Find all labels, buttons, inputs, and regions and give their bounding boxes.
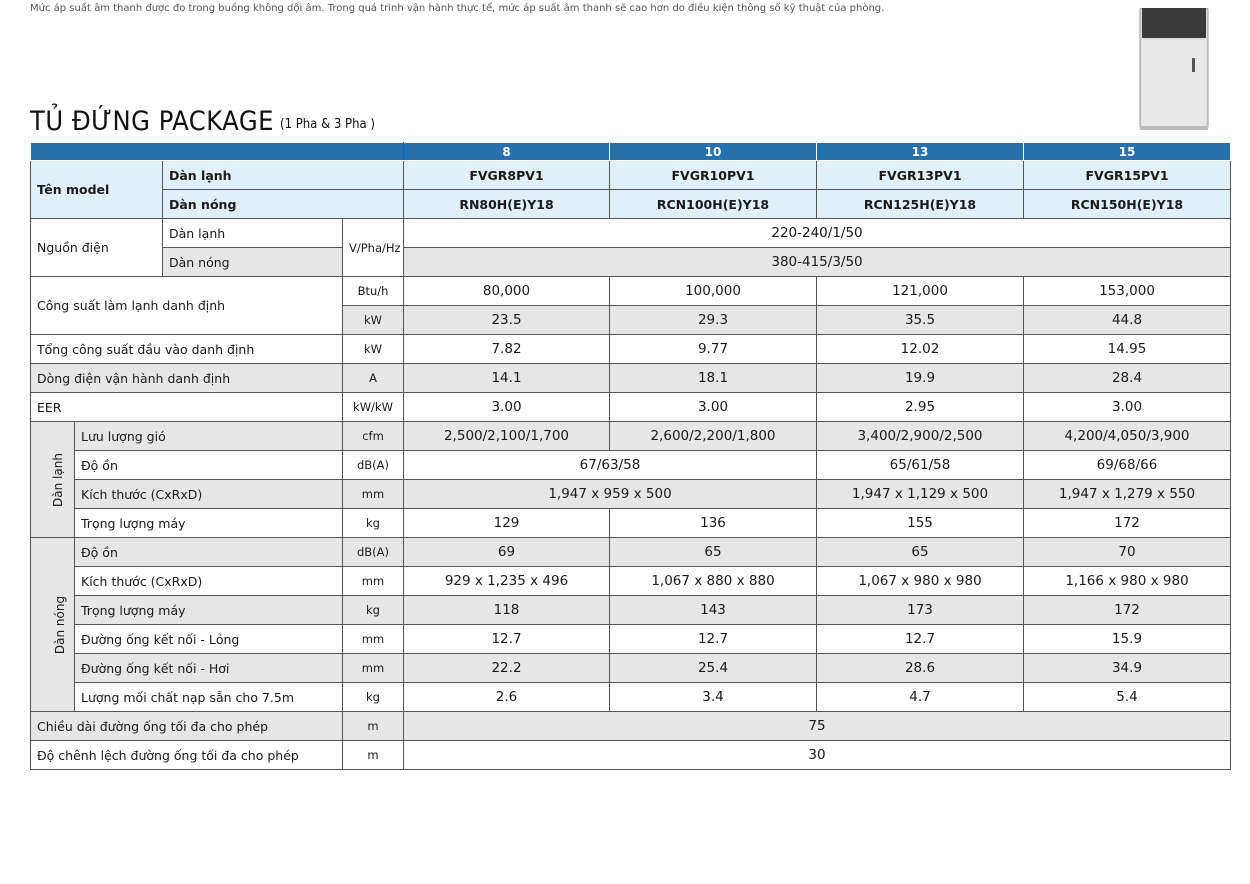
power-outdoor-value: 380-415/3/50 [404,248,1231,277]
eer-label: EER [31,393,343,422]
outdoor-pipe-gas-8: 22.2 [404,654,610,683]
max-height-value: 30 [404,741,1231,770]
outdoor-pipe-liquid-10: 12.7 [610,625,817,654]
indoor-noise-label: Độ ồn [75,451,343,480]
outdoor-pipe-gas-label: Đường ống kết nối - Hơi [75,654,343,683]
outdoor-size-15: 1,166 x 980 x 980 [1024,567,1231,596]
outdoor-pipe-gas-row [31,654,1231,683]
power-indoor-row [31,219,1231,248]
current-unit: A [343,364,404,393]
outdoor-refrigerant-unit: kg [343,683,404,712]
outdoor-pipe-gas-unit: mm [343,654,404,683]
model-outdoor-10: RCN100H(E)Y18 [610,190,817,219]
indoor-noise-unit: dB(A) [343,451,404,480]
outdoor-weight-row [31,596,1231,625]
power-outdoor-row [31,248,1231,277]
indoor-weight-row [31,509,1231,538]
indoor-weight-8: 129 [404,509,610,538]
current-15: 28.4 [1024,364,1231,393]
outdoor-refrigerant-label: Lượng mối chất nạp sẵn cho 7.5m [75,683,343,712]
indoor-noise-row [31,451,1231,480]
power-outdoor-label: Dàn nóng [163,248,343,277]
outdoor-refrigerant-13: 4.7 [817,683,1024,712]
capacity-15: 15 [1024,143,1231,161]
cooling-kw-15: 44.8 [1024,306,1231,335]
model-label: Tên model [31,161,163,219]
model-outdoor-8: RN80H(E)Y18 [404,190,610,219]
max-height-label: Độ chênh lệch đường ống tối đa cho phép [31,741,343,770]
cooling-kw-10: 29.3 [610,306,817,335]
outdoor-noise-8: 69 [404,538,610,567]
cooling-label: Công suất làm lạnh danh định [31,277,343,335]
max-pipe-unit: m [343,712,404,741]
model-indoor-13: FVGR13PV1 [817,161,1024,190]
indoor-airflow-label: Lưu lượng gió [75,422,343,451]
capacity-header-row [31,143,1231,161]
indoor-size-15: 1,947 x 1,279 x 550 [1024,480,1231,509]
cooling-btu-10: 100,000 [610,277,817,306]
top-note: Mức áp suất âm thanh được đo trong buồng không dội âm. Trong quá trình vận hành thực tế, mức áp suất âm thanh sẽ cao hơn do điều kiện thông số kỹ thuật của phòng. [30,3,885,14]
outdoor-pipe-liquid-unit: mm [343,625,404,654]
model-indoor-row [31,161,1231,190]
header-blank [31,143,404,161]
input-power-13: 12.02 [817,335,1024,364]
outdoor-pipe-gas-13: 28.6 [817,654,1024,683]
outdoor-size-label: Kích thước (CxRxD) [75,567,343,596]
power-indoor-value: 220-240/1/50 [404,219,1231,248]
outdoor-weight-13: 173 [817,596,1024,625]
indoor-noise-13: 65/61/58 [817,451,1024,480]
cooling-btu-unit: Btu/h [343,277,404,306]
outdoor-refrigerant-row [31,683,1231,712]
eer-15: 3.00 [1024,393,1231,422]
input-power-8: 7.82 [404,335,610,364]
outdoor-pipe-liquid-row [31,625,1231,654]
outdoor-pipe-gas-15: 34.9 [1024,654,1231,683]
outdoor-pipe-liquid-15: 15.9 [1024,625,1231,654]
indoor-size-8-10: 1,947 x 959 x 500 [404,480,817,509]
power-label: Nguồn điện [31,219,163,277]
outdoor-weight-8: 118 [404,596,610,625]
page-subtitle: (1 Pha & 3 Pha ) [280,117,375,132]
outdoor-weight-15: 172 [1024,596,1231,625]
outdoor-refrigerant-15: 5.4 [1024,683,1231,712]
outdoor-size-10: 1,067 x 880 x 880 [610,567,817,596]
outdoor-size-8: 929 x 1,235 x 496 [404,567,610,596]
max-height-unit: m [343,741,404,770]
outdoor-weight-10: 143 [610,596,817,625]
current-label: Dòng điện vận hành danh định [31,364,343,393]
indoor-noise-8-10: 67/63/58 [404,451,817,480]
outdoor-refrigerant-8: 2.6 [404,683,610,712]
max-pipe-row [31,712,1231,741]
cooling-kw-8: 23.5 [404,306,610,335]
max-height-row [31,741,1231,770]
cooling-btu-15: 153,000 [1024,277,1231,306]
spec-table [30,142,1231,770]
power-indoor-label: Dàn lạnh [163,219,343,248]
model-outdoor-15: RCN150H(E)Y18 [1024,190,1231,219]
indoor-airflow-15: 4,200/4,050/3,900 [1024,422,1231,451]
eer-13: 2.95 [817,393,1024,422]
indoor-size-row [31,480,1231,509]
model-outdoor-row [31,190,1231,219]
outdoor-pipe-liquid-label: Đường ống kết nối - Lỏng [75,625,343,654]
cooling-btu-8: 80,000 [404,277,610,306]
indoor-size-label: Kích thước (CxRxD) [75,480,343,509]
model-indoor-8: FVGR8PV1 [404,161,610,190]
input-power-row [31,335,1231,364]
outdoor-size-unit: mm [343,567,404,596]
indoor-size-13: 1,947 x 1,129 x 500 [817,480,1024,509]
outdoor-noise-10: 65 [610,538,817,567]
model-indoor-15: FVGR15PV1 [1024,161,1231,190]
outdoor-noise-15: 70 [1024,538,1231,567]
outdoor-refrigerant-10: 3.4 [610,683,817,712]
input-power-label: Tổng công suất đầu vào danh định [31,335,343,364]
indoor-weight-label: Trọng lượng máy [75,509,343,538]
indoor-group-label: Dàn lạnh [31,422,75,538]
indoor-noise-15: 69/68/66 [1024,451,1231,480]
outdoor-noise-row [31,538,1231,567]
capacity-10: 10 [610,143,817,161]
max-pipe-value: 75 [404,712,1231,741]
eer-row [31,393,1231,422]
cooling-kw-13: 35.5 [817,306,1024,335]
indoor-airflow-13: 3,400/2,900/2,500 [817,422,1024,451]
input-power-unit: kW [343,335,404,364]
model-outdoor-13: RCN125H(E)Y18 [817,190,1024,219]
indoor-airflow-8: 2,500/2,100/1,700 [404,422,610,451]
outdoor-group-label: Dàn nóng [31,538,75,712]
outdoor-pipe-liquid-13: 12.7 [817,625,1024,654]
input-power-10: 9.77 [610,335,817,364]
model-outdoor-label: Dàn nóng [163,190,404,219]
indoor-size-unit: mm [343,480,404,509]
cooling-btu-row [31,277,1231,306]
indoor-weight-15: 172 [1024,509,1231,538]
outdoor-size-row [31,567,1231,596]
model-indoor-label: Dàn lạnh [163,161,404,190]
current-row [31,364,1231,393]
outdoor-noise-13: 65 [817,538,1024,567]
outdoor-size-13: 1,067 x 980 x 980 [817,567,1024,596]
indoor-weight-10: 136 [610,509,817,538]
current-8: 14.1 [404,364,610,393]
outdoor-pipe-gas-10: 25.4 [610,654,817,683]
capacity-13: 13 [817,143,1024,161]
outdoor-weight-label: Trọng lượng máy [75,596,343,625]
current-10: 18.1 [610,364,817,393]
outdoor-weight-unit: kg [343,596,404,625]
max-pipe-label: Chiều dài đường ống tối đa cho phép [31,712,343,741]
indoor-weight-unit: kg [343,509,404,538]
power-unit: V/Pha/Hz [343,219,404,277]
indoor-airflow-10: 2,600/2,200/1,800 [610,422,817,451]
eer-8: 3.00 [404,393,610,422]
outdoor-noise-label: Độ ồn [75,538,343,567]
page-title: TỦ ĐỨNG PACKAGE (1 Pha & 3 Pha ) [30,106,375,137]
indoor-airflow-row [31,422,1231,451]
indoor-airflow-unit: cfm [343,422,404,451]
eer-10: 3.00 [610,393,817,422]
cooling-kw-unit: kW [343,306,404,335]
input-power-15: 14.95 [1024,335,1231,364]
model-indoor-10: FVGR10PV1 [610,161,817,190]
outdoor-pipe-liquid-8: 12.7 [404,625,610,654]
product-image [1132,8,1216,132]
eer-unit: kW/kW [343,393,404,422]
outdoor-noise-unit: dB(A) [343,538,404,567]
indoor-weight-13: 155 [817,509,1024,538]
current-13: 19.9 [817,364,1024,393]
cooling-btu-13: 121,000 [817,277,1024,306]
capacity-8: 8 [404,143,610,161]
